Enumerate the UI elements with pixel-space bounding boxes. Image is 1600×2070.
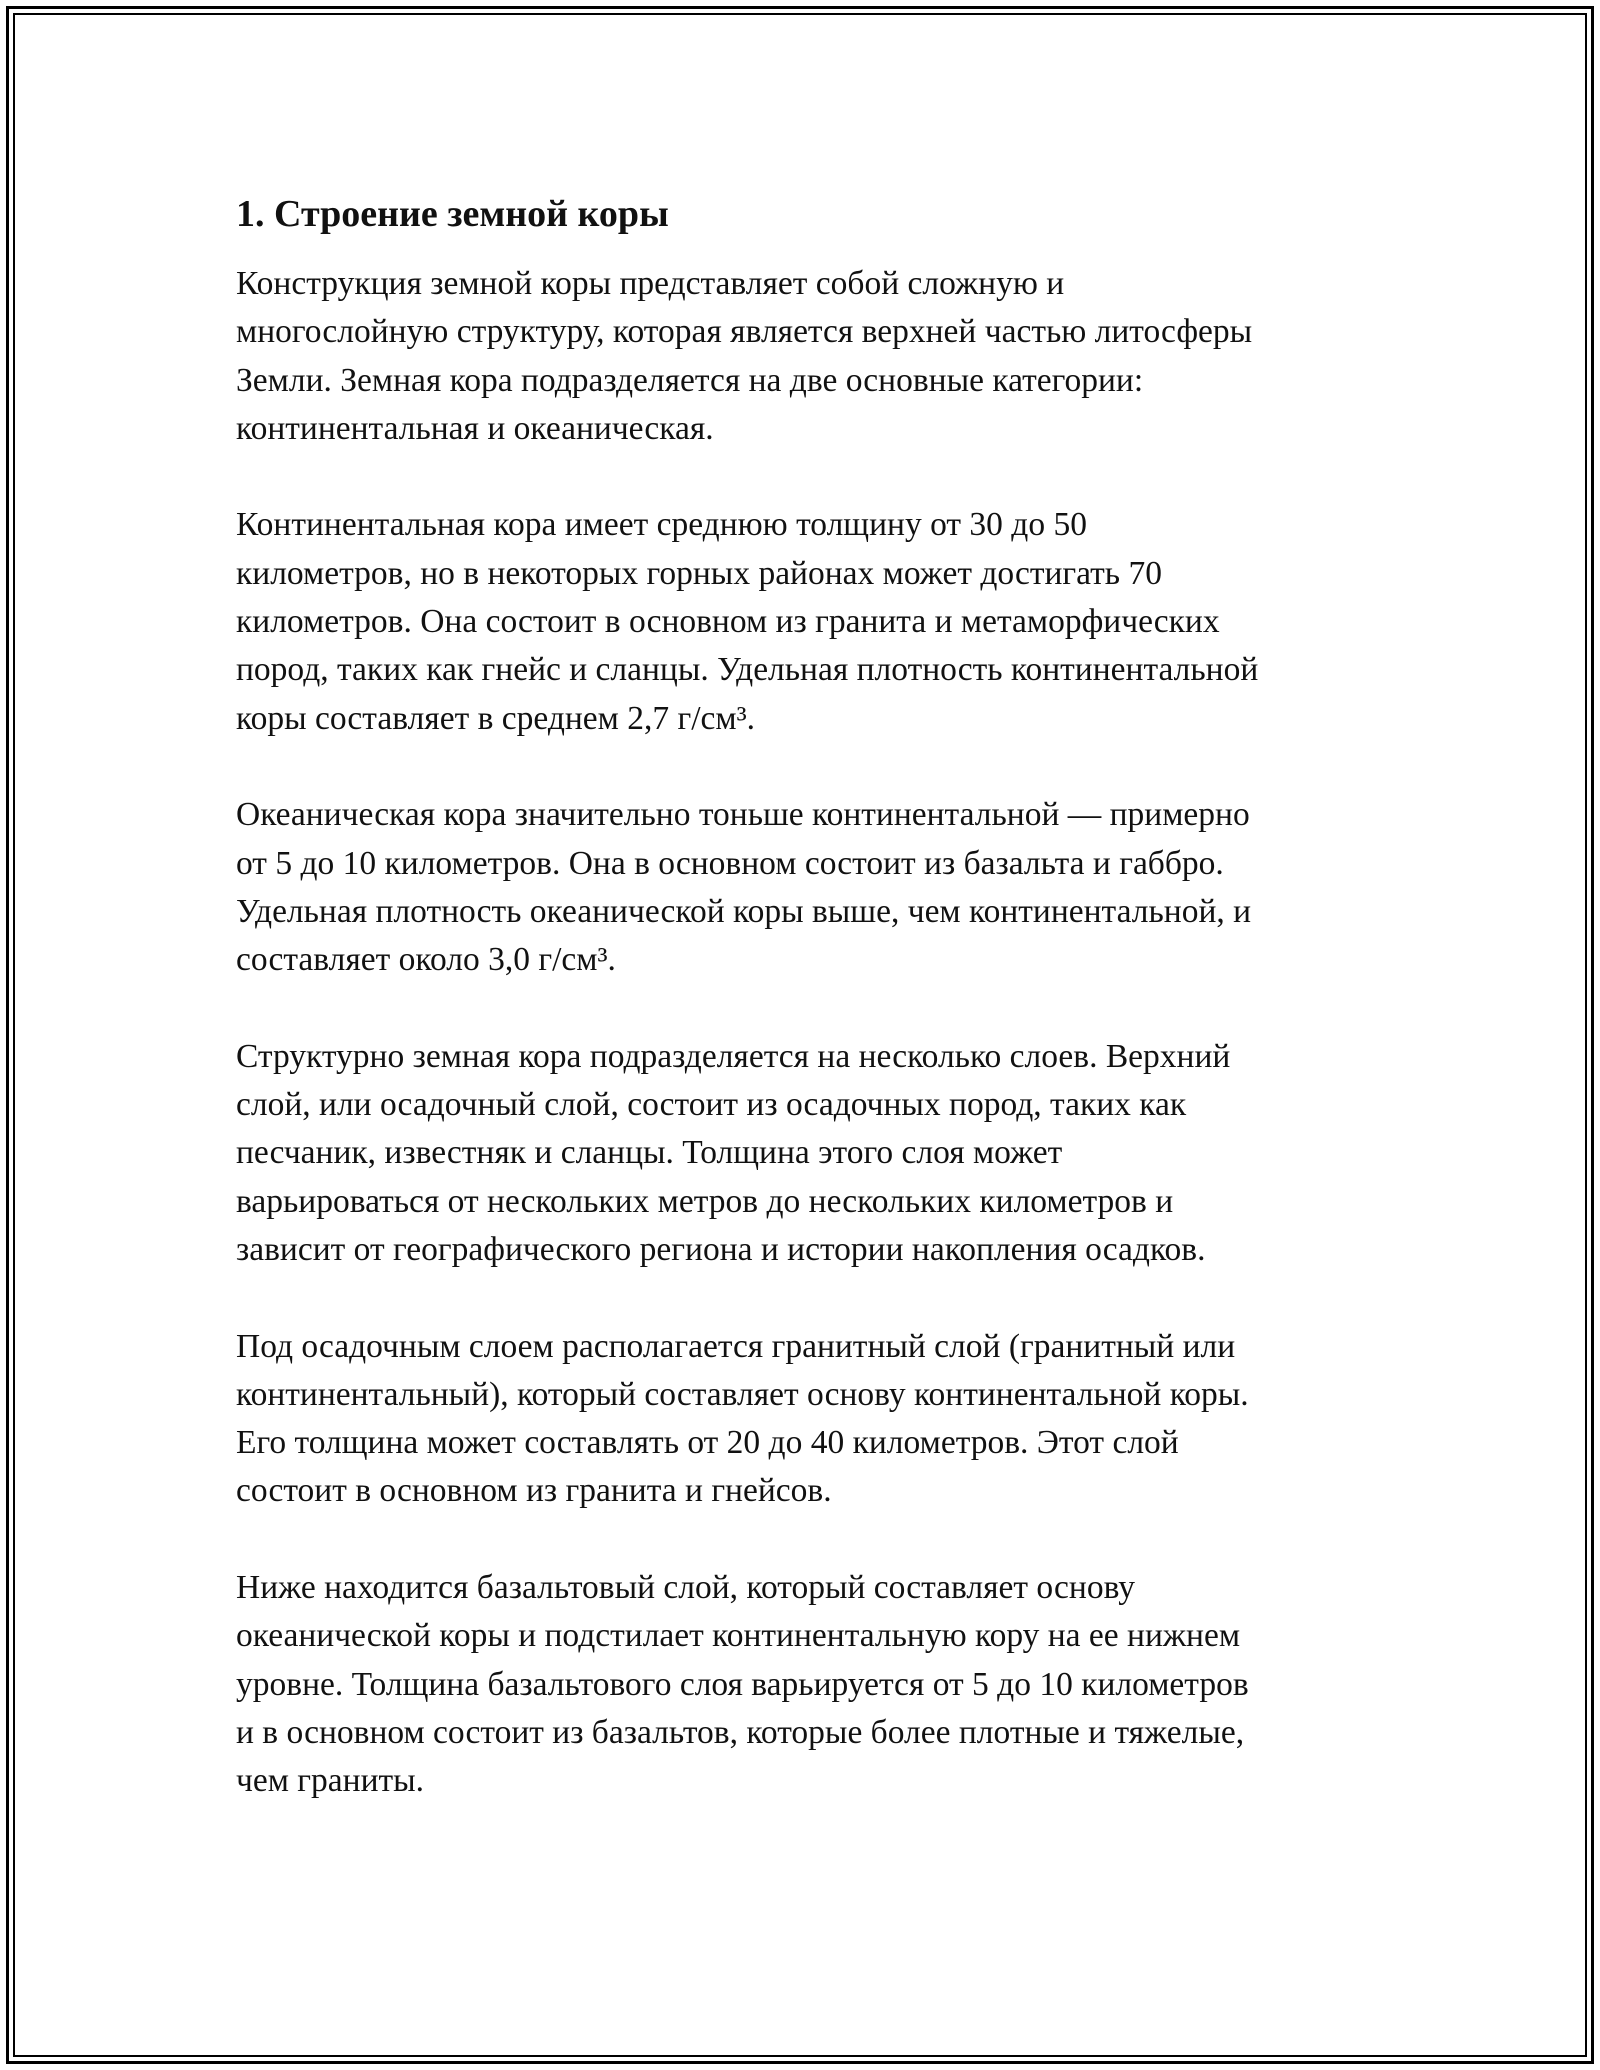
text-line: пород, таких как гнейс и сланцы. Удельная плотность континентальной: [236, 651, 1259, 689]
text-line: Его толщина может составлять от 20 до 40 километров. Этот слой: [236, 1424, 1179, 1462]
paragraph-2: [236, 501, 1376, 742]
text-line: состоит в основном из гранита и гнейсов.: [236, 1472, 832, 1510]
text-line: Удельная плотность океанической коры выше, чем континентальной, и: [236, 892, 1252, 930]
text-line: коры составляет в среднем 2,7 г/см³.: [236, 699, 756, 737]
text-line: и в основном состоит из базальтов, которые более плотные и тяжелые,: [236, 1713, 1245, 1751]
paragraph-1: [236, 260, 1376, 453]
text-line: зависит от географического региона и истории накопления осадков.: [236, 1230, 1206, 1268]
text-line: Континентальная кора имеет среднюю толщину от 30 до 50: [236, 506, 1087, 544]
paragraph-6: [236, 1564, 1376, 1805]
text-line: континентальная и океаническая.: [236, 409, 714, 447]
text-line: Земли. Земная кора подразделяется на две основные категории:: [236, 361, 1144, 399]
text-line: Под осадочным слоем располагается гранитный слой (гранитный или: [236, 1327, 1236, 1365]
text-line: уровне. Толщина базальтового слоя варьируется от 5 до 10 километров: [236, 1665, 1249, 1703]
text-line: от 5 до 10 километров. Она в основном состоит из базальта и габбро.: [236, 844, 1224, 882]
text-line: километров, но в некоторых горных районах может достигать 70: [236, 554, 1162, 592]
text-line: варьироваться от нескольких метров до нескольких километров и: [236, 1182, 1174, 1220]
paragraph-5: [236, 1323, 1376, 1516]
text-line: Конструкция земной коры представляет собой сложную и: [236, 265, 1065, 302]
text-line: песчаник, известняк и сланцы. Толщина этого слоя может: [236, 1134, 1063, 1172]
text-line: континентальный), который составляет основу континентальной коры.: [236, 1375, 1249, 1413]
section-heading: 1. Строение земной коры: [236, 193, 669, 235]
text-line: Структурно земная кора подразделяется на несколько слоев. Верхний: [236, 1037, 1231, 1075]
text-line: многослойную структуру, которая является верхней частью литосферы: [236, 313, 1253, 351]
text-line: километров. Она состоит в основном из гранита и метаморфических: [236, 603, 1220, 641]
paragraph-3: [236, 791, 1376, 984]
paragraph-4: [236, 1033, 1376, 1274]
text-line: чем граниты.: [236, 1762, 425, 1800]
document-body: [236, 188, 1376, 1854]
text-line: океанической коры и подстилает континентальную кору на ее нижнем: [236, 1617, 1241, 1655]
text-line: составляет около 3,0 г/см³.: [236, 941, 616, 979]
text-line: Ниже находится базальтовый слой, который составляет основу: [236, 1569, 1135, 1607]
text-line: Океаническая кора значительно тоньше континентальной — примерно: [236, 796, 1250, 834]
text-line: слой, или осадочный слой, состоит из осадочных пород, таких как: [236, 1086, 1187, 1124]
